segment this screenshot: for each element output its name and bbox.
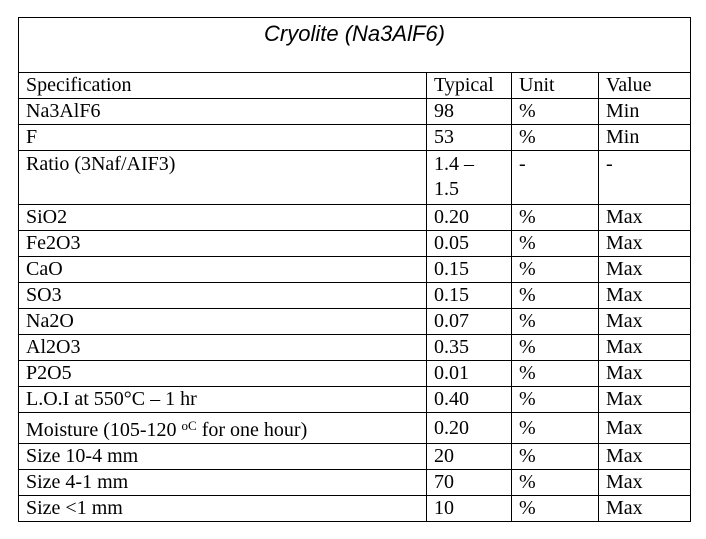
value-cell: Min — [599, 99, 691, 125]
table-row — [19, 231, 691, 257]
spec-cell: SiO2 — [19, 205, 427, 231]
unit-cell: % — [512, 444, 599, 470]
spec-cell: Size <1 mm — [19, 496, 427, 522]
table-row — [19, 444, 691, 470]
typical-cell: 53 — [427, 125, 512, 151]
spec-cell: Size 4-1 mm — [19, 470, 427, 496]
table-row — [19, 125, 691, 151]
typical-cell — [427, 151, 512, 205]
value-cell: Max — [599, 413, 691, 444]
typical-cell: 98 — [427, 99, 512, 125]
value-cell: Max — [599, 387, 691, 413]
unit-cell: % — [512, 413, 599, 444]
typical-cell: 0.20 — [427, 205, 512, 231]
header-specification: Specification — [19, 73, 427, 99]
header-value: Value — [599, 73, 691, 99]
typical-cell: 0.15 — [427, 283, 512, 309]
spec-cell: SO3 — [19, 283, 427, 309]
table-row — [19, 335, 691, 361]
typical-cell: 0.07 — [427, 309, 512, 335]
table-row — [19, 309, 691, 335]
header-unit: Unit — [512, 73, 599, 99]
unit-cell: % — [512, 387, 599, 413]
unit-cell: % — [512, 231, 599, 257]
spec-cell: Size 10-4 mm — [19, 444, 427, 470]
typical-cell: 20 — [427, 444, 512, 470]
unit-cell: - — [512, 151, 599, 205]
header-row — [19, 73, 691, 99]
table-row — [19, 205, 691, 231]
typical-cell: 0.15 — [427, 257, 512, 283]
table-row — [19, 496, 691, 522]
unit-cell: % — [512, 257, 599, 283]
spec-cell: Na3AlF6 — [19, 99, 427, 125]
spec-cell: P2O5 — [19, 361, 427, 387]
value-cell: Max — [599, 444, 691, 470]
unit-cell: % — [512, 309, 599, 335]
spec-cell: Ratio (3Naf/AIF3) — [19, 151, 427, 205]
typical-cell: 10 — [427, 496, 512, 522]
spec-cell: F — [19, 125, 427, 151]
spec-cell: L.O.I at 550°C – 1 hr — [19, 387, 427, 413]
unit-cell: % — [512, 205, 599, 231]
unit-cell: % — [512, 283, 599, 309]
value-cell: Max — [599, 231, 691, 257]
value-cell: Min — [599, 125, 691, 151]
value-cell: Max — [599, 309, 691, 335]
table-row — [19, 361, 691, 387]
spec-cell: Fe2O3 — [19, 231, 427, 257]
typical-cell: 0.05 — [427, 231, 512, 257]
value-cell: Max — [599, 205, 691, 231]
value-cell: Max — [599, 470, 691, 496]
table-title: Cryolite (Na3AlF6) — [19, 18, 691, 73]
typical-line-1: 1.4 – — [434, 153, 474, 175]
table-row — [19, 470, 691, 496]
spec-cell: Al2O3 — [19, 335, 427, 361]
value-cell: Max — [599, 335, 691, 361]
spec-text-after: for one hour) — [196, 419, 308, 441]
value-cell: Max — [599, 283, 691, 309]
spec-cell: Na2O — [19, 309, 427, 335]
unit-cell: % — [512, 361, 599, 387]
typical-cell: 0.20 — [427, 413, 512, 444]
title-row — [19, 18, 691, 73]
table-row — [19, 99, 691, 125]
table-row — [19, 387, 691, 413]
typical-line-2: 1.5 — [434, 178, 459, 200]
spec-text-superscript: oC — [181, 418, 197, 433]
value-cell: - — [599, 151, 691, 205]
unit-cell: % — [512, 125, 599, 151]
table-row — [19, 151, 691, 205]
unit-cell: % — [512, 99, 599, 125]
cryolite-spec-table — [18, 17, 691, 522]
unit-cell: % — [512, 496, 599, 522]
header-typical: Typical — [427, 73, 512, 99]
table-row — [19, 413, 691, 444]
spec-cell — [19, 413, 427, 444]
unit-cell: % — [512, 470, 599, 496]
spec-cell: CaO — [19, 257, 427, 283]
table-row — [19, 257, 691, 283]
typical-cell: 70 — [427, 470, 512, 496]
value-cell: Max — [599, 361, 691, 387]
table-row — [19, 283, 691, 309]
typical-cell: 0.35 — [427, 335, 512, 361]
value-cell: Max — [599, 257, 691, 283]
typical-cell: 0.40 — [427, 387, 512, 413]
typical-cell: 0.01 — [427, 361, 512, 387]
unit-cell: % — [512, 335, 599, 361]
spec-text-before: Moisture (105-120 — [26, 419, 182, 441]
value-cell: Max — [599, 496, 691, 522]
